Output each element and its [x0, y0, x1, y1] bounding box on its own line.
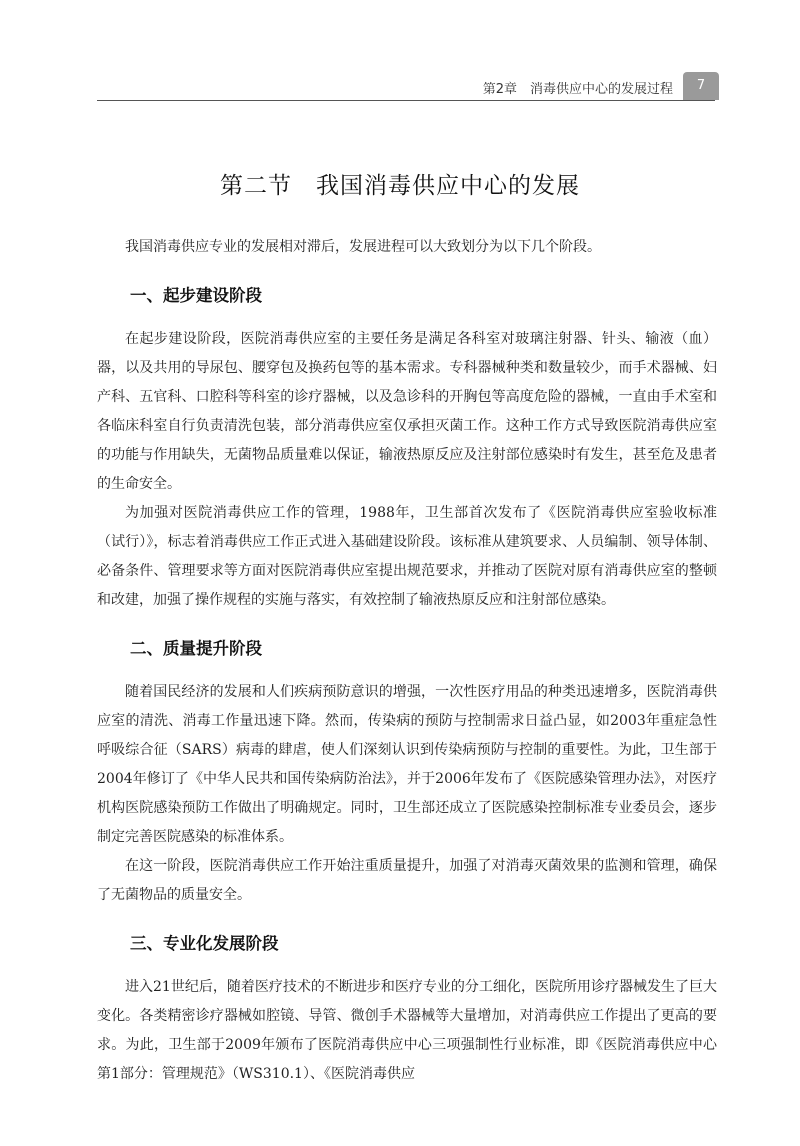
- page-number: 7: [683, 72, 719, 100]
- body-content: [97, 233, 731, 1089]
- section-heading-2: 二、质量提升阶段: [130, 639, 262, 658]
- page-header: [97, 72, 719, 100]
- section-heading-1: 一、起步建设阶段: [130, 286, 262, 305]
- paragraph-1-1: 在起步建设阶段，医院消毒供应室的主要任务是满足各科室对玻璃注射器、针头、输液（血）器，以及共用的导尿包、腰穿包及换药包等的基本需求。专科器械种类和数量较少，而手术器械、妇产科、五官科、口腔科等科室的诊疗器械，以及急诊科的开胸包等高度危险的器械，一直由手术室和各临床科室自行负责清洗包装，部分消毒供应室仅承担灭菌工作。这种工作方式导致医院消毒供应室的功能与作用缺失，无菌物品质量难以保证，输液热原反应及注射部位感染时有发生，甚至危及患者的生命安全。: [97, 331, 717, 492]
- header-rule: [97, 100, 715, 101]
- paragraph-1-2: 为加强对医院消毒供应工作的管理，1988年，卫生部首次发布了《医院消毒供应室验收标准（试行）》，标志着消毒供应工作正式进入基础建设阶段。该标准从建筑要求、人员编制、领导体制、必备条件、管理要求等方面对医院消毒供应室提出规范要求，并推动了医院对原有消毒供应室的整顿和改建，加强了操作规程的实施与落实，有效控制了输液热原反应和注射部位感染。: [97, 505, 717, 608]
- section-title: 第二节 我国消毒供应中心的发展: [220, 173, 580, 199]
- section-heading-3: 三、专业化发展阶段: [130, 934, 279, 953]
- paragraph-2-1: 随着国民经济的发展和人们疾病预防意识的增强，一次性医疗用品的种类迅速增多，医院消毒供应室的清洗、消毒工作量迅速下降。然而，传染病的预防与控制需求日益凸显，如2003年重症急性呼吸综合征（SARS）病毒的肆虐，使人们深刻认识到传染病预防与控制的重要性。为此，卫生部于2004年修订了《中华人民共和国传染病防治法》，并于2006年发布了《医院感染管理办法》，对医疗机构医院感染预防工作做出了明确规定。同时，卫生部还成立了医院感染控制标准专业委员会，逐步制定完善医院感染的标准体系。: [97, 684, 717, 845]
- intro-paragraph: 我国消毒供应专业的发展相对滞后，发展进程可以大致划分为以下几个阶段。: [125, 239, 601, 255]
- running-title: 第2章 消毒供应中心的发展过程: [482, 82, 673, 97]
- paragraph-3-1: 进入21世纪后，随着医疗技术的不断进步和医疗专业的分工细化，医院所用诊疗器械发生了巨大变化。各类精密诊疗器械如腔镜、导管、微创手术器械等大量增加，对消毒供应工作提出了更高的要求。为此，卫生部于2009年颁布了医院消毒供应中心三项强制性行业标准，即《医院消毒供应中心 第1部分：管理规范》（WS310.1）、《医院消毒供应: [97, 979, 731, 1082]
- paragraph-2-2: 在这一阶段，医院消毒供应工作开始注重质量提升，加强了对消毒灭菌效果的监测和管理，确保了无菌物品的质量安全。: [97, 858, 717, 903]
